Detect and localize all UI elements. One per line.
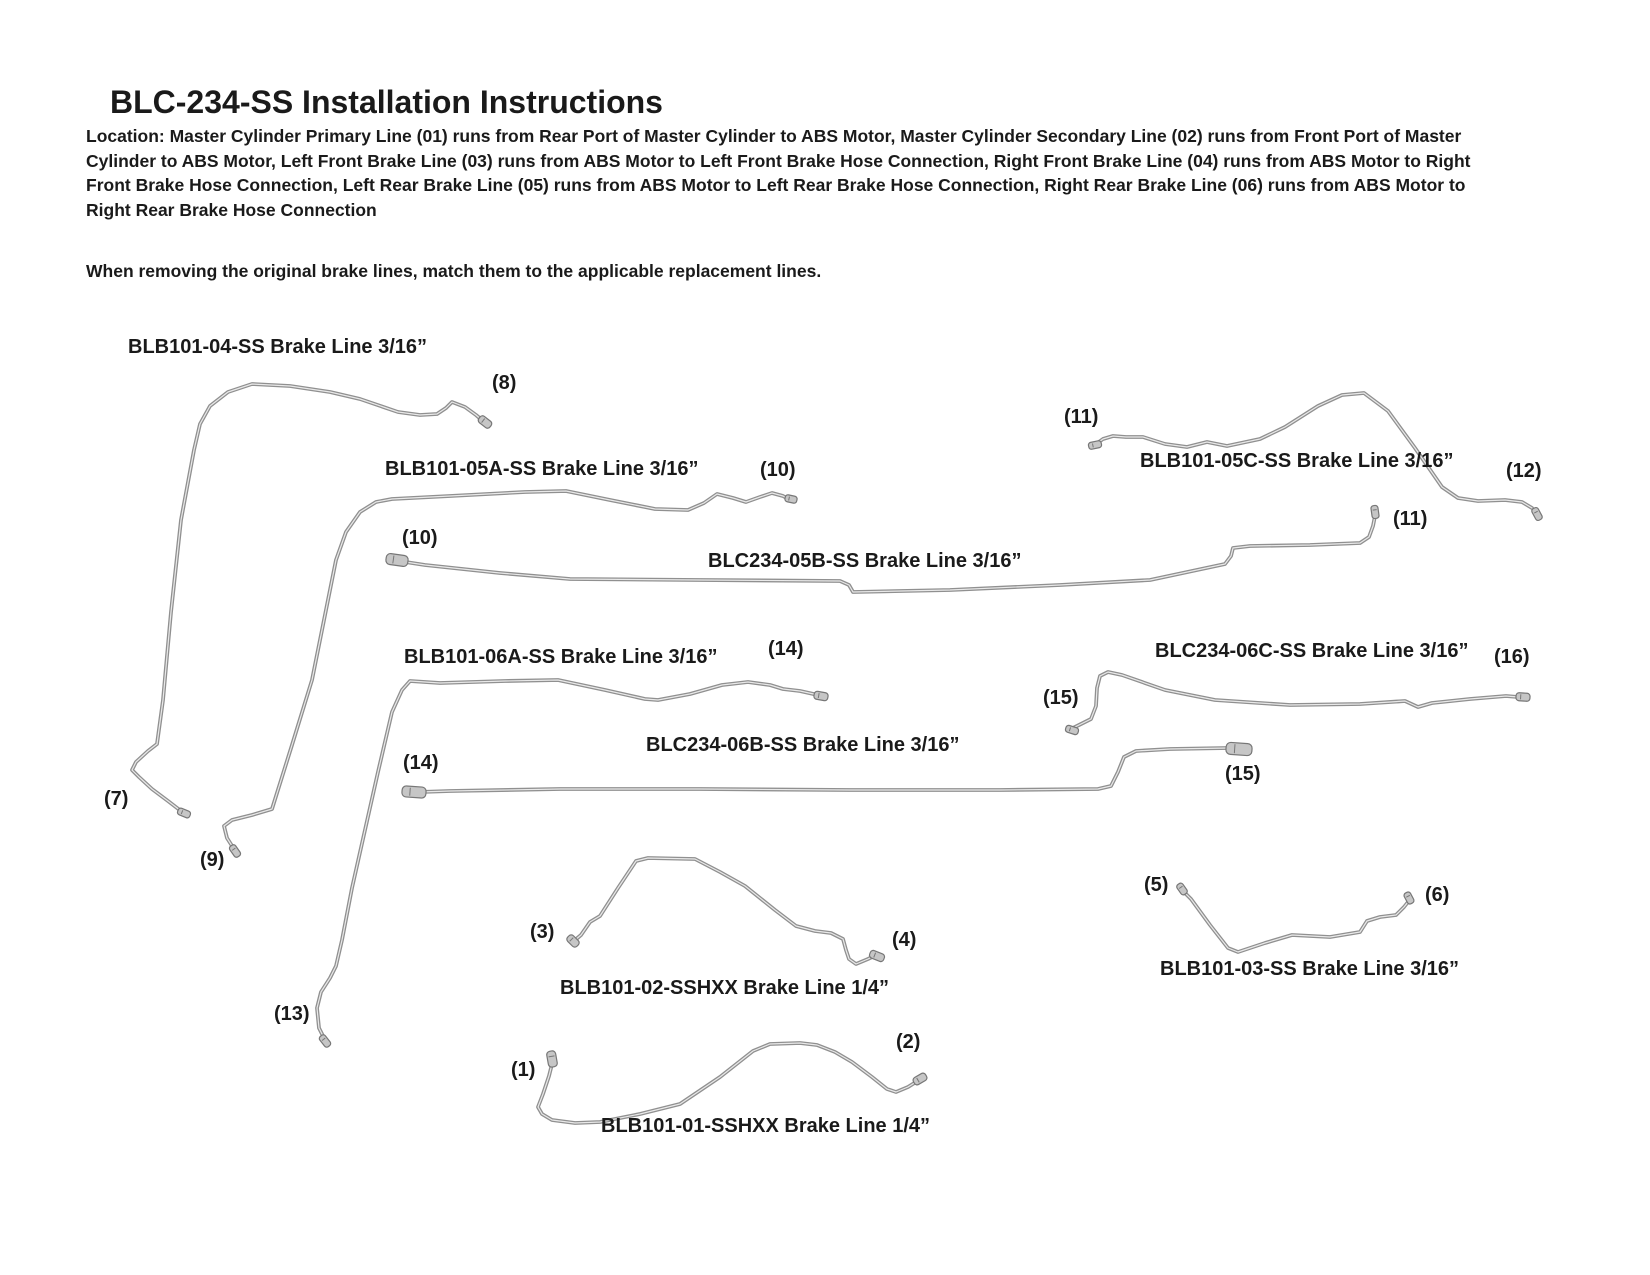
tube-path: [1073, 672, 1518, 728]
tube-path: [1184, 892, 1408, 952]
callout-blb101-01-sshxx-2: (2): [896, 1031, 921, 1053]
fitting-icon: [402, 786, 427, 799]
tube-highlight: [1184, 892, 1408, 952]
fitting-icon: [228, 844, 241, 859]
fitting-icon: [177, 807, 192, 818]
part-label-blb101-04-ss: BLB101-04-SS Brake Line 3/16”: [128, 336, 428, 358]
tube-path: [132, 384, 483, 811]
callout-blb101-06a-ss-13: (13): [274, 1003, 310, 1025]
callout-blb101-02-sshxx-4: (4): [892, 929, 917, 951]
part-label-blc234-06b-ss: BLC234-06B-SS Brake Line 3/16”: [646, 734, 960, 756]
part-label-blb101-02-sshxx: BLB101-02-SSHXX Brake Line 1/4”: [560, 977, 890, 999]
fitting-icon: [1226, 742, 1253, 756]
callout-blb101-02-sshxx-3: (3): [530, 921, 555, 943]
callout-blb101-03-ss-5: (5): [1144, 874, 1169, 896]
callout-blb101-05a-ss-9: (9): [200, 849, 225, 871]
callout-blb101-04-ss-7: (7): [104, 788, 129, 810]
callout-blb101-01-sshxx-1: (1): [511, 1059, 536, 1081]
location-description: Location: Master Cylinder Primary Line (01) runs from Rear Port of Master Cylinder to ABS Motor, Master Cylinder Secondary Line (02) runs from Front Port of Master Cylinder to ABS Motor, Left Front Brake Line (03) runs from ABS Motor to Left Front Brake Hose Connection, Right Front Brake Line (04) runs from ABS Motor to Right Front Brake Hose Connection, Left Rear Brake Line (05) runs from ABS Motor to Left Rear Brake Hose Connection, Right Rear Brake Line (06) runs from ABS Motor to Right Rear Brake Hose Connection: [86, 126, 1471, 220]
callout-blc234-05b-ss-10: (10): [402, 527, 438, 549]
fitting-icon: [1176, 882, 1189, 896]
brake-line-blb101-01-sshxx: [538, 1043, 928, 1123]
callout-blc234-06b-ss-15: (15): [1225, 763, 1261, 785]
fitting-icon: [784, 494, 797, 503]
fitting-icon: [912, 1072, 928, 1086]
fitting-icon: [1088, 440, 1102, 450]
callout-blc234-05b-ss-11: (11): [1393, 508, 1428, 530]
callout-blb101-05c-ss-12: (12): [1506, 460, 1542, 482]
brake-line-blb101-05a-ss: [224, 491, 798, 858]
brake-line-blc234-06c-ss: [1065, 672, 1531, 735]
part-label-blb101-06a-ss: BLB101-06A-SS Brake Line 3/16”: [404, 646, 718, 668]
fitting-icon: [318, 1034, 332, 1049]
fitting-icon: [385, 553, 408, 567]
brake-line-blb101-02-sshxx: [566, 858, 886, 964]
part-label-blb101-01-sshxx: BLB101-01-SSHXX Brake Line 1/4”: [601, 1115, 931, 1137]
callout-blc234-06c-ss-16: (16): [1494, 646, 1530, 668]
fitting-icon: [1531, 507, 1543, 522]
callout-blb101-06a-ss-14: (14): [768, 638, 804, 660]
removal-note: When removing the original brake lines, match them to the applicable replacement lines.: [86, 261, 822, 281]
callout-blb101-05c-ss-11: (11): [1064, 406, 1099, 428]
page-title: BLC-234-SS Installation Instructions: [110, 84, 663, 120]
callout-blb101-03-ss-6: (6): [1425, 884, 1450, 906]
fitting-icon: [869, 949, 886, 962]
part-label-blc234-05b-ss: BLC234-05B-SS Brake Line 3/16”: [708, 550, 1022, 572]
tube-path: [538, 1043, 916, 1123]
part-label-blb101-05a-ss: BLB101-05A-SS Brake Line 3/16”: [385, 458, 699, 480]
tube-path: [224, 491, 790, 849]
brake-line-blb101-03-ss: [1176, 882, 1415, 952]
part-label-blb101-05c-ss: BLB101-05C-SS Brake Line 3/16”: [1140, 450, 1454, 472]
callout-blc234-06b-ss-14: (14): [403, 752, 439, 774]
fitting-icon: [1371, 505, 1380, 519]
fitting-icon: [1403, 891, 1415, 905]
callout-blb101-05a-ss-10: (10): [760, 459, 796, 481]
brake-line-blb101-04-ss: [132, 384, 493, 819]
fitting-icon: [813, 691, 828, 701]
fitting-icon: [546, 1050, 558, 1067]
tube-highlight: [132, 384, 483, 811]
fitting-icon: [1516, 693, 1531, 702]
part-label-blb101-03-ss: BLB101-03-SS Brake Line 3/16”: [1160, 958, 1460, 980]
tube-highlight: [224, 491, 790, 849]
callout-blc234-06c-ss-15: (15): [1043, 687, 1079, 709]
tube-highlight: [574, 858, 874, 964]
brake-line-blc234-05b-ss: [385, 505, 1379, 592]
part-label-blc234-06c-ss: BLC234-06C-SS Brake Line 3/16”: [1155, 640, 1469, 662]
tube-highlight: [538, 1043, 916, 1123]
callout-blb101-04-ss-8: (8): [492, 372, 517, 394]
